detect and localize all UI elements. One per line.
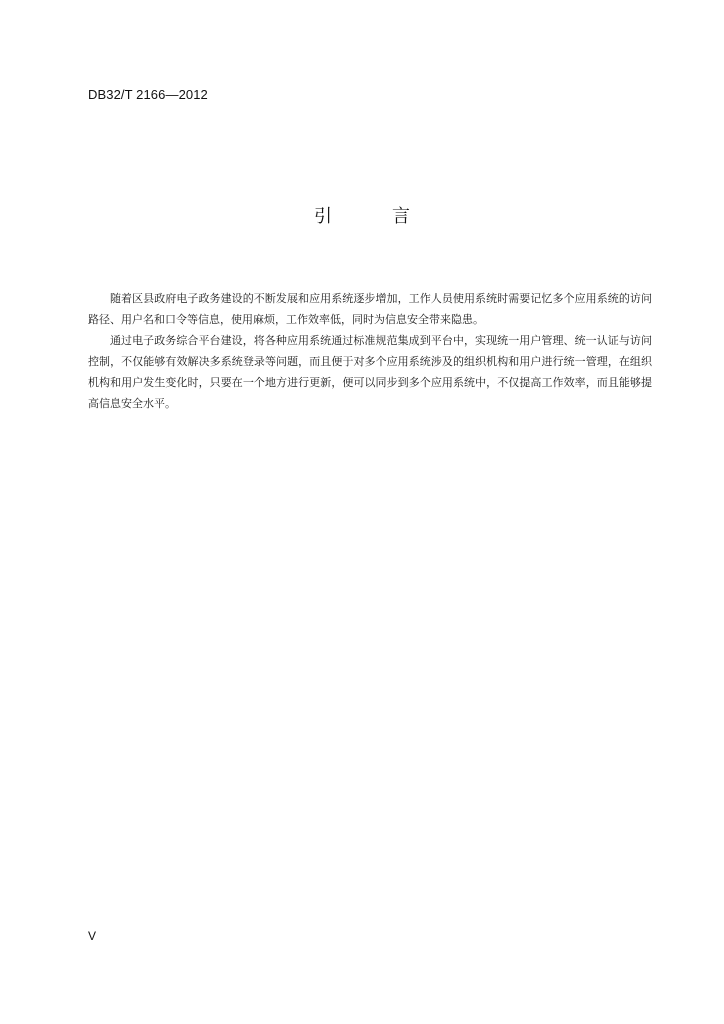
- introduction-body: [88, 288, 652, 414]
- section-title: [0, 202, 724, 228]
- paragraph: 随着区县政府电子政务建设的不断发展和应用系统逐步增加，工作人员使用系统时需要记忆多个应用系统的访问路径、用户名和口令等信息，使用麻烦，工作效率低，同时为信息安全带来隐患。: [88, 292, 652, 326]
- standard-number: DB32/T 2166—2012: [88, 87, 208, 102]
- section-title-char-1: 引: [314, 206, 332, 227]
- paragraph: 通过电子政务综合平台建设，将各种应用系统通过标准规范集成到平台中，实现统一用户管理、统一认证与访问控制，不仅能够有效解决多系统登录等问题，而且便于对多个应用系统涉及的组织机构和用户进行统一管理，在组织机构和用户发生变化时，只要在一个地方进行更新，便可以同步到多个应用系统中，不仅提高工作效率，而且能够提高信息安全水平。: [88, 334, 652, 410]
- section-title-char-2: 言: [392, 206, 410, 227]
- page-number: V: [88, 929, 97, 943]
